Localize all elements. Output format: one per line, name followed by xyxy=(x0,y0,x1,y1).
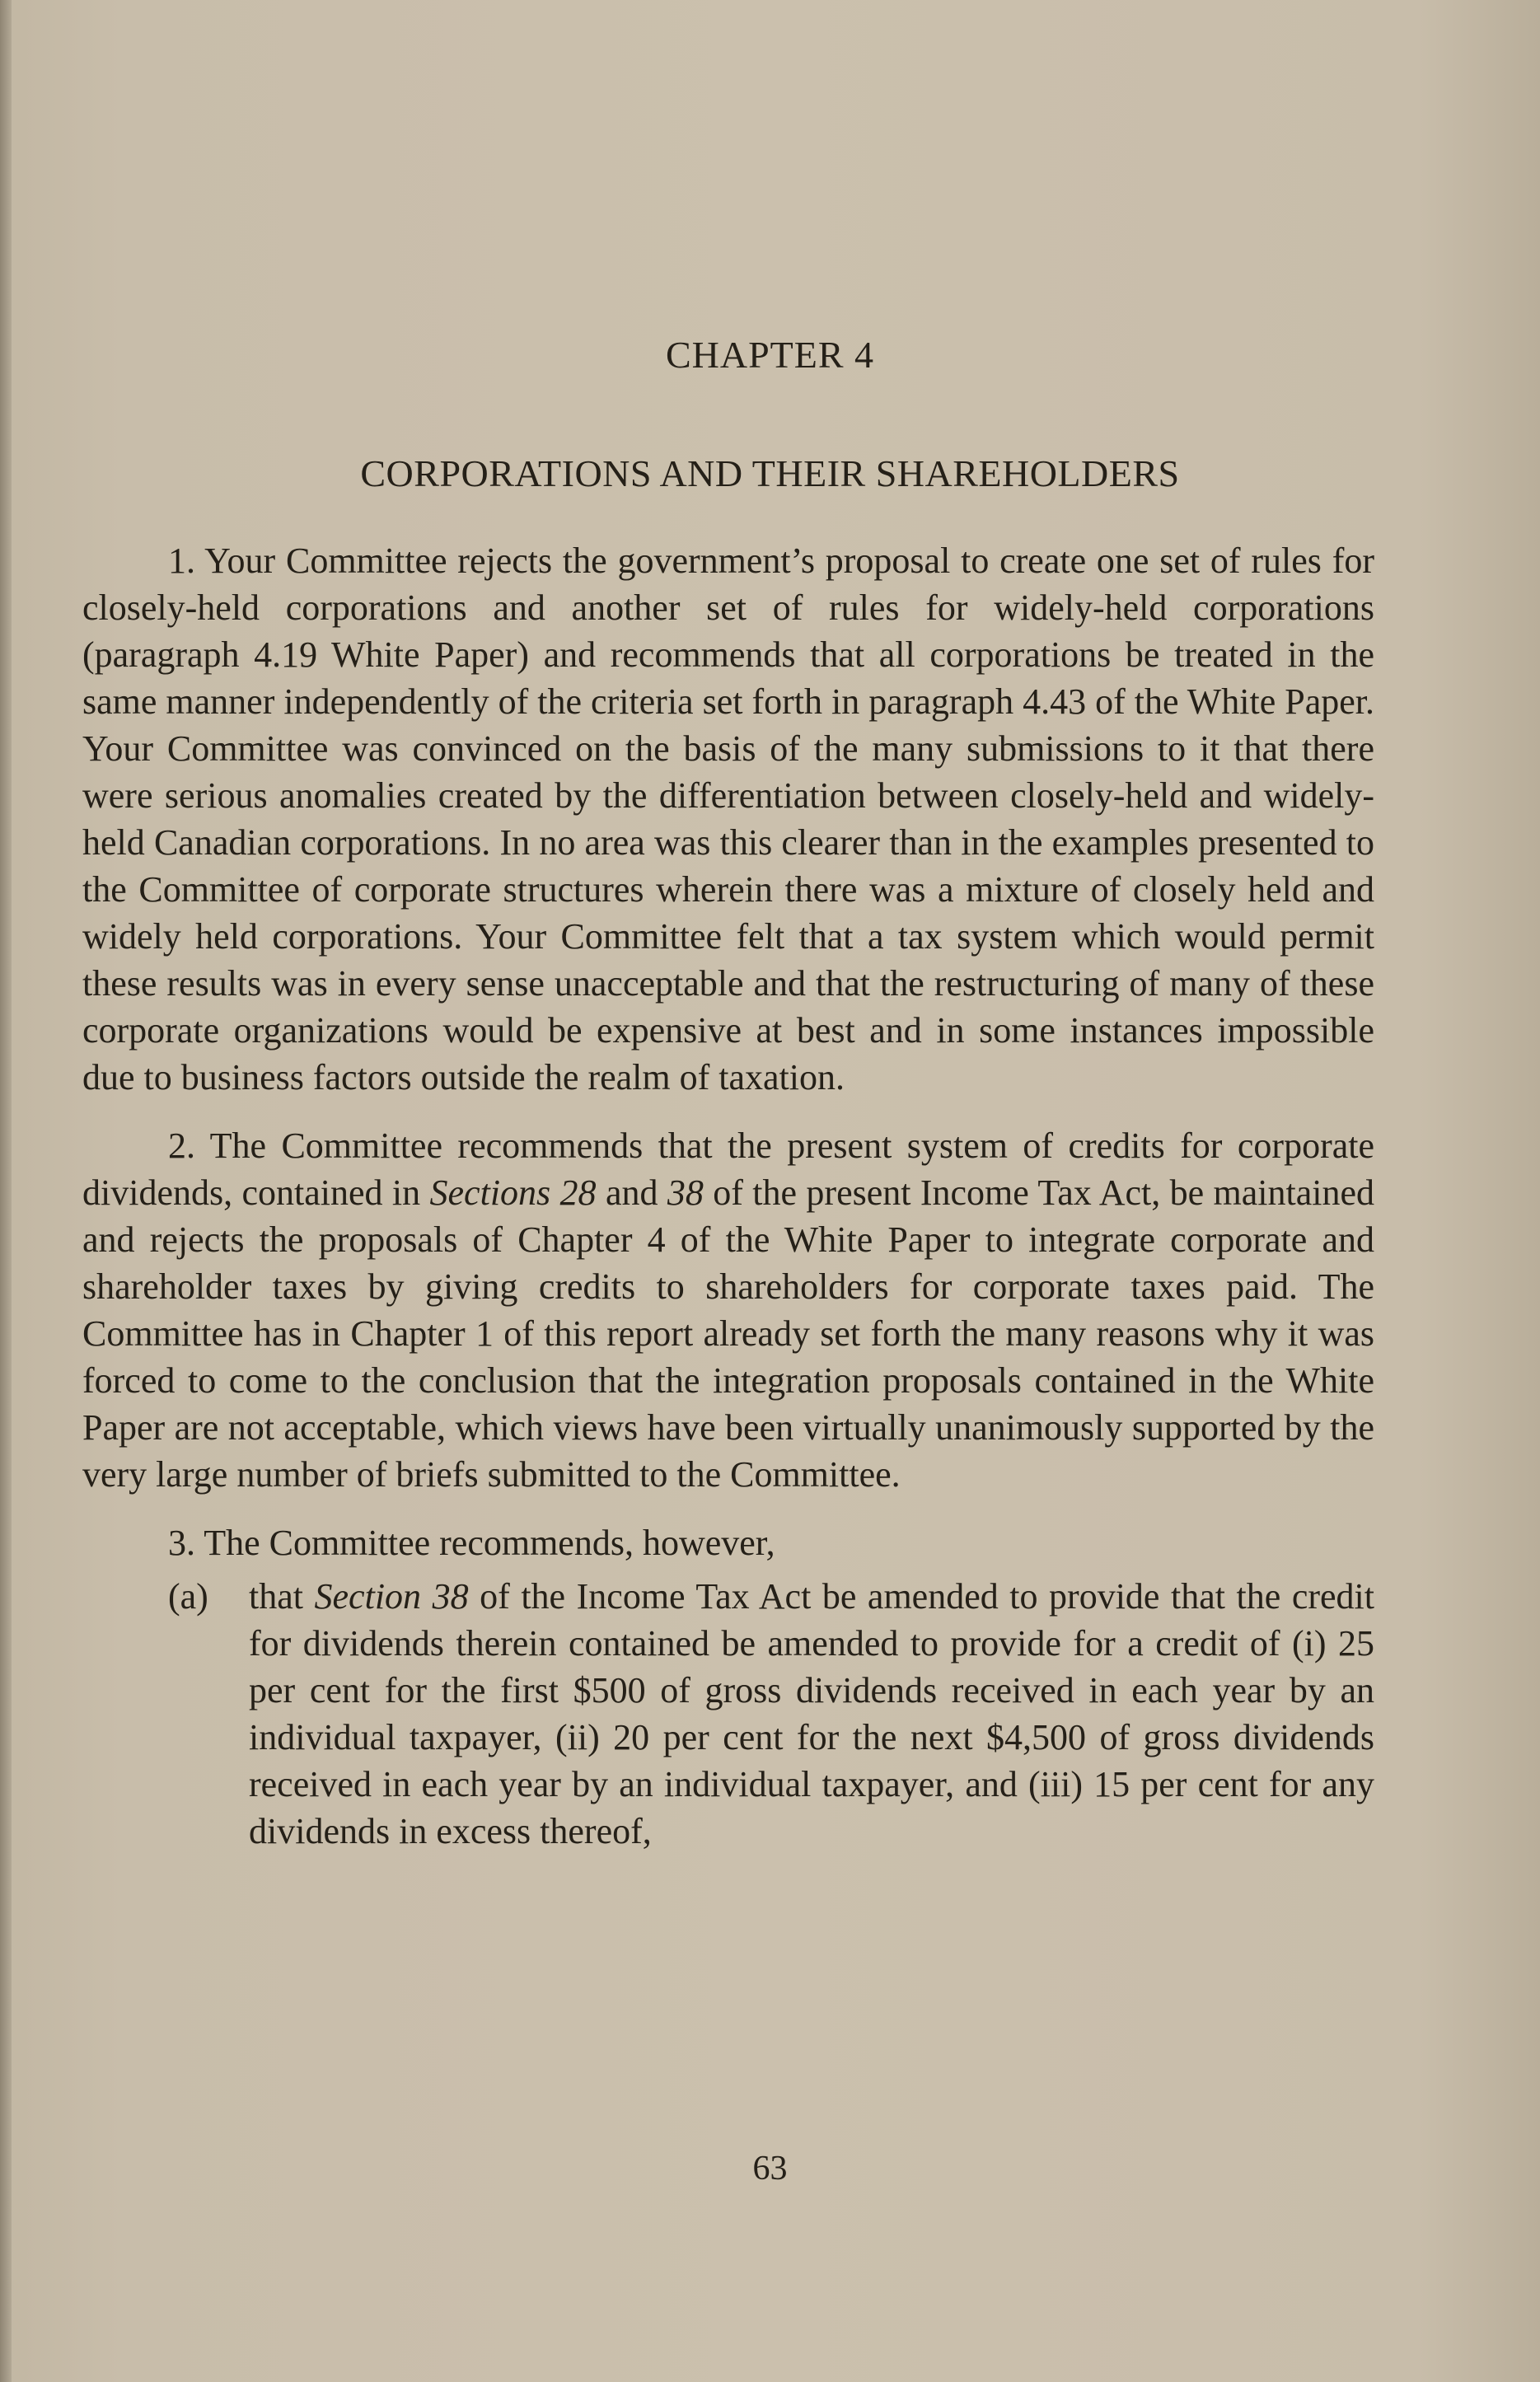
chapter-heading: CHAPTER 4 xyxy=(665,334,875,376)
list-item-a-text-a: that xyxy=(249,1576,315,1617)
list-item-a xyxy=(82,1573,1374,1855)
list-item-a-label: (a) xyxy=(168,1576,208,1617)
paragraph-2 xyxy=(82,1122,1374,1498)
chapter-subtitle: CORPORATIONS AND THEIR SHAREHOLDERS xyxy=(360,452,1180,494)
paragraph-3: 3. The Committee recommends, however, xyxy=(168,1523,775,1563)
paragraph-2-section-ref-1: Sections 28 xyxy=(429,1172,597,1213)
paragraph-2-text-c: of the present Income Tax Act, be maintained and rejects the proposals of Chapter 4 of the White Paper to integrate corporate and shareholder taxes by giving credits to shareholders for corporate taxes paid. The Committee has in Chapter 1 of this report already set forth the many reasons why it was forced to come to the conclusion that the integration proposals contained in the White Paper are not acceptable, which views have been virtually unanimously supported by the very large number of briefs submitted to the Committee. xyxy=(82,1172,1375,1495)
paragraph-2-text-a: 2. The Committee recommends that the present system of credits for corporate dividends, contained in xyxy=(82,1125,1374,1213)
paragraph-2-text-b: and xyxy=(596,1172,667,1213)
list-item-a-text-b: of the Income Tax Act be amended to provide that the credit for dividends therein contained be amended to provide for a credit of (i) 25 per cent for the first $500 of gross dividends received in each year by an individual taxpayer, (ii) 20 per cent for the next $4,500 of gross dividends received in each year by an individual taxpayer, and (iii) 15 per cent for any dividends in excess thereof, xyxy=(249,1576,1374,1851)
paragraph-1: 1. Your Committee rejects the government’s proposal to create one set of rules for closely-held corporations and another set of rules for widely-held corporations (paragraph 4.19 White Paper) and recommends that all corporations be treated in the same manner independently of the criteria set forth in paragraph 4.43 of the White Paper. Your Committee was convinced on the basis of the many submissions to it that there were serious anomalies created by the differentiation between closely-held and widely-held Canadian corporations. In no area was this clearer than in the examples presented to the Committee of corporate structures wherein there was a mixture of closely held and widely held corporations. Your Committee felt that a tax system which would permit these results was in every sense unacceptable and that the restructuring of many of these corporate organizations would be expensive at best and in some instances impossible due to business factors outside the realm of taxation. xyxy=(82,541,1374,1097)
body-text xyxy=(82,537,1374,1855)
list-item-a-section-ref: Section 38 xyxy=(314,1576,469,1617)
page-number: 63 xyxy=(752,2150,788,2188)
paragraph-2-section-ref-2: 38 xyxy=(667,1172,704,1213)
